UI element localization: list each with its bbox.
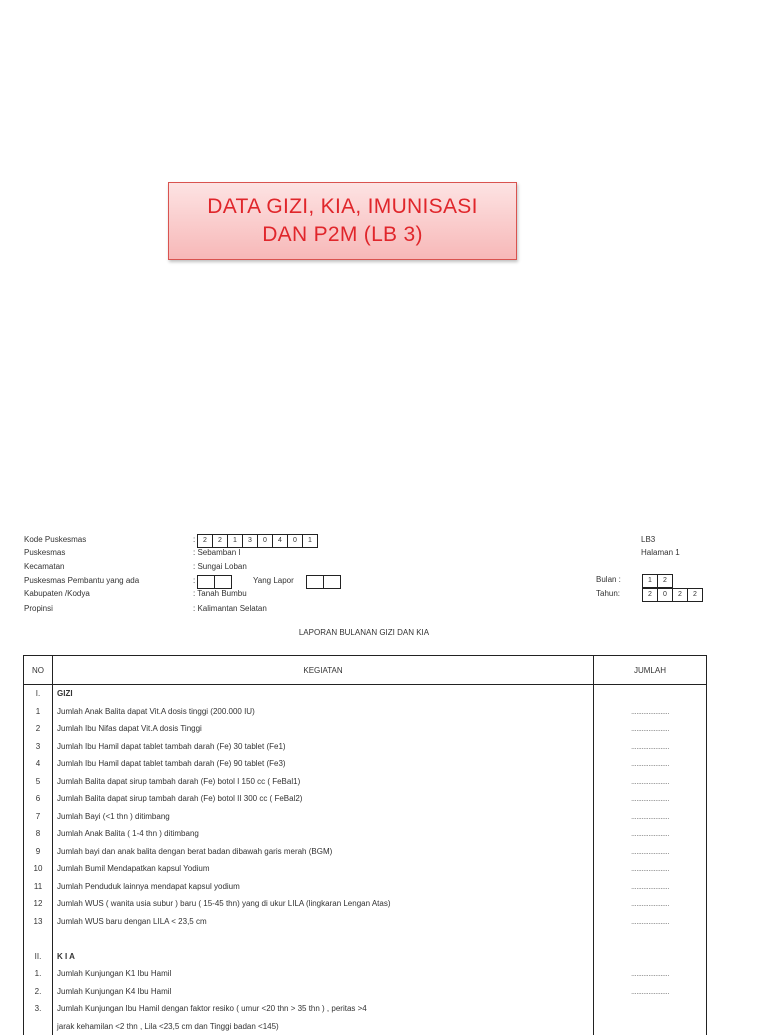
table-row [24,825,707,843]
row-activity: Jumlah Bayi (<1 thn ) ditimbang [53,808,594,826]
row-number: 2 [24,720,53,738]
table-row [24,720,707,738]
kode-colon: : [193,535,195,544]
yang-lapor-boxes [307,575,341,589]
row-number: 11 [24,878,53,896]
table-header-row [24,656,707,685]
table-row [24,895,707,913]
table-row [24,930,707,948]
table-row [24,1018,707,1035]
table-row [24,965,707,983]
row-activity: jarak kehamilan <2 thn , Lila <23,5 cm dan Tinggi badan <145) [53,1018,594,1035]
row-jumlah [594,1000,707,1018]
row-jumlah [594,948,707,966]
table-row [24,773,707,791]
bulan-label: Bulan : [596,575,621,584]
title-line-2: DAN P2M (LB 3) [207,221,477,249]
tahun-digit: 2 [687,588,703,602]
row-jumlah[interactable]: ...................... [594,860,707,878]
row-activity: Jumlah WUS baru dengan LILA < 23,5 cm [53,913,594,931]
row-jumlah [594,1018,707,1035]
title-box [168,182,517,260]
row-number: 9 [24,843,53,861]
row-jumlah[interactable]: ...................... [594,808,707,826]
row-number: 10 [24,860,53,878]
row-number: 8 [24,825,53,843]
row-number: 2. [24,983,53,1001]
report-title: LAPORAN BULANAN GIZI DAN KIA [0,628,728,637]
row-jumlah[interactable]: ...................... [594,825,707,843]
row-activity: Jumlah Bumil Mendapatkan kapsul Yodium [53,860,594,878]
yang-lapor-label: Yang Lapor [253,576,294,585]
kode-digit: 1 [302,534,318,548]
halaman: Halaman 1 [641,548,680,557]
row-number: 7 [24,808,53,826]
table-row [24,738,707,756]
row-jumlah[interactable]: ...................... [594,703,707,721]
row-activity: Jumlah WUS ( wanita usia subur ) baru ( 15-45 thn) yang di ukur LILA (lingkaran Lengan Atas) [53,895,594,913]
kode-digit: 4 [272,534,288,548]
row-number: 1 [24,703,53,721]
table-body [24,685,707,1035]
tahun-digit-boxes [643,588,703,602]
row-number: 6 [24,790,53,808]
propinsi-value: : Kalimantan Selatan [193,604,267,613]
header-jumlah: JUMLAH [594,656,707,685]
table-row [24,685,707,703]
tahun-digit: 2 [672,588,688,602]
section-heading: GIZI [53,685,594,703]
kabupaten-value: : Tanah Bumbu [193,589,247,598]
row-activity: Jumlah bayi dan anak balita dengan berat badan dibawah garis merah (BGM) [53,843,594,861]
row-number: 4 [24,755,53,773]
row-jumlah[interactable]: ...................... [594,983,707,1001]
pembantu-box [197,575,215,589]
header-kegiatan: KEGIATAN [53,656,594,685]
bulan-digit: 2 [657,574,673,588]
row-number: 3. [24,1000,53,1018]
kecamatan-label: Kecamatan [24,562,64,571]
propinsi-label: Propinsi [24,604,53,613]
row-activity: Jumlah Ibu Hamil dapat tablet tambah darah (Fe) 90 tablet (Fe3) [53,755,594,773]
header-no: NO [24,656,53,685]
row-activity: Jumlah Ibu Nifas dapat Vit.A dosis Tinggi [53,720,594,738]
kode-digit: 2 [212,534,228,548]
table-row [24,755,707,773]
table-row [24,983,707,1001]
yang-lapor-box [323,575,341,589]
pembantu-label: Puskesmas Pembantu yang ada [24,576,139,585]
row-number [24,930,53,948]
row-activity: Jumlah Kunjungan K1 Ibu Hamil [53,965,594,983]
kecamatan-value: : Sungai Loban [193,562,247,571]
row-jumlah[interactable]: ...................... [594,913,707,931]
row-activity: Jumlah Balita dapat sirup tambah darah (Fe) botol II 300 cc ( FeBal2) [53,790,594,808]
row-number: 1. [24,965,53,983]
row-jumlah[interactable]: ...................... [594,965,707,983]
bulan-digit-boxes [643,574,673,588]
table-row [24,808,707,826]
row-number: 13 [24,913,53,931]
table-row [24,948,707,966]
kabupaten-label: Kabupaten /Kodya [24,589,90,598]
table-row [24,878,707,896]
row-jumlah[interactable]: ...................... [594,790,707,808]
kode-digit-boxes [198,534,318,548]
tahun-digit: 0 [657,588,673,602]
row-jumlah[interactable]: ...................... [594,773,707,791]
row-activity: Jumlah Anak Balita dapat Vit.A dosis tinggi (200.000 IU) [53,703,594,721]
row-activity: Jumlah Kunjungan Ibu Hamil dengan faktor resiko ( umur <20 thn > 35 thn ) , peritas >4 [53,1000,594,1018]
kode-label: Kode Puskesmas [24,535,86,544]
table-row [24,913,707,931]
bulan-digit: 1 [642,574,658,588]
pembantu-colon: : [193,576,195,585]
table-row [24,843,707,861]
table-row [24,703,707,721]
row-activity: Jumlah Anak Balita ( 1-4 thn ) ditimbang [53,825,594,843]
table-row [24,790,707,808]
row-activity [53,930,594,948]
row-number [24,1018,53,1035]
page-title [207,193,477,249]
row-number: 5 [24,773,53,791]
row-jumlah[interactable]: ...................... [594,895,707,913]
kode-digit: 0 [287,534,303,548]
row-jumlah[interactable]: ...................... [594,738,707,756]
title-line-1: DATA GIZI, KIA, IMUNISASI [207,193,477,221]
pembantu-boxes [198,575,232,589]
table-row [24,860,707,878]
tahun-digit: 2 [642,588,658,602]
row-activity: Jumlah Penduduk lainnya mendapat kapsul yodium [53,878,594,896]
row-number: II. [24,948,53,966]
kode-digit: 3 [242,534,258,548]
row-jumlah[interactable]: ...................... [594,755,707,773]
row-jumlah[interactable]: ...................... [594,878,707,896]
kode-digit: 2 [197,534,213,548]
row-activity: Jumlah Balita dapat sirup tambah darah (Fe) botol I 150 cc ( FeBal1) [53,773,594,791]
row-number: 12 [24,895,53,913]
pembantu-box [214,575,232,589]
table-row [24,1000,707,1018]
yang-lapor-box [306,575,324,589]
row-jumlah[interactable]: ...................... [594,843,707,861]
kode-digit: 1 [227,534,243,548]
row-number: 3 [24,738,53,756]
row-jumlah[interactable]: ...................... [594,720,707,738]
puskesmas-value: : Sebamban I [193,548,241,557]
puskesmas-label: Puskesmas [24,548,65,557]
row-number: I. [24,685,53,703]
activity-table [23,655,707,1035]
row-activity: Jumlah Ibu Hamil dapat tablet tambah darah (Fe) 30 tablet (Fe1) [53,738,594,756]
tahun-label: Tahun: [596,589,620,598]
section-heading: K I A [53,948,594,966]
kode-digit: 0 [257,534,273,548]
row-activity: Jumlah Kunjungan K4 Ibu Hamil [53,983,594,1001]
row-jumlah [594,685,707,703]
row-jumlah [594,930,707,948]
lb-code: LB3 [641,535,655,544]
